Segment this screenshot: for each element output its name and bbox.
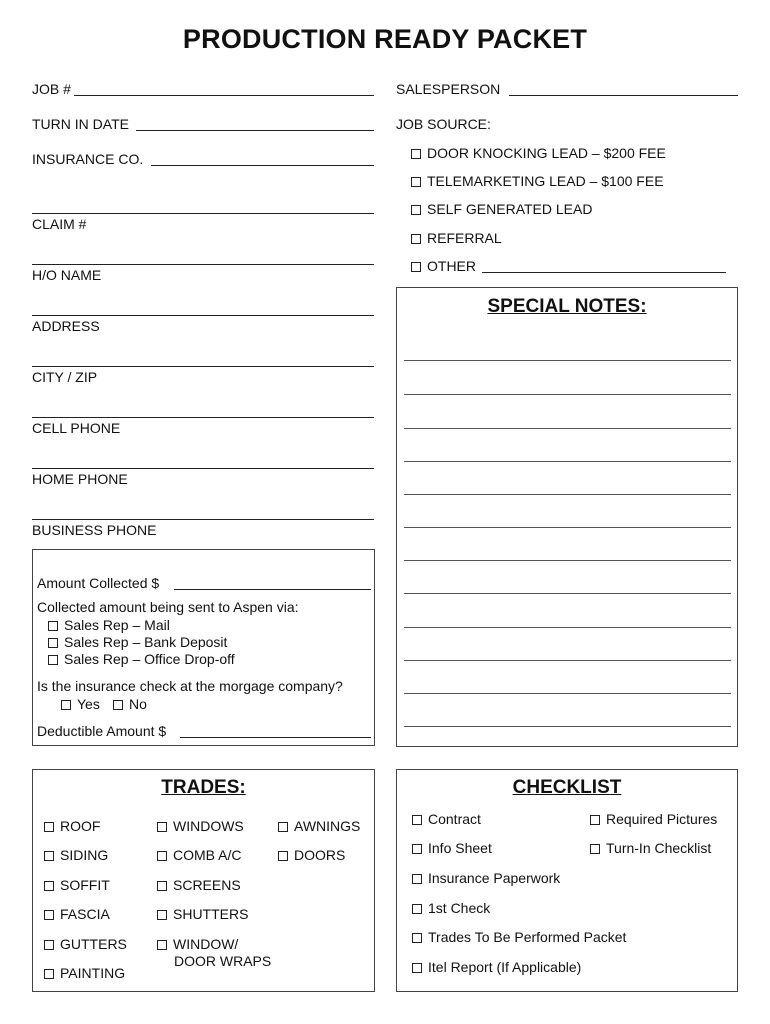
page-title: PRODUCTION READY PACKET bbox=[182, 24, 588, 54]
checkbox-icon[interactable] bbox=[278, 851, 288, 861]
checkbox-icon[interactable] bbox=[113, 700, 123, 710]
claim-field[interactable] bbox=[32, 213, 374, 214]
note-line[interactable] bbox=[404, 494, 731, 495]
trade-fascia[interactable]: FASCIA bbox=[44, 906, 110, 922]
checkbox-icon[interactable] bbox=[157, 851, 167, 861]
turn-in-date-label: TURN IN DATE bbox=[32, 116, 129, 132]
note-line[interactable] bbox=[404, 660, 731, 661]
source-self-generated[interactable]: SELF GENERATED LEAD bbox=[411, 201, 592, 217]
checkbox-icon[interactable] bbox=[61, 700, 71, 710]
insurance-co-field[interactable] bbox=[151, 165, 374, 166]
checklist-contract[interactable]: Contract bbox=[412, 811, 481, 827]
address-label: ADDRESS bbox=[32, 318, 100, 334]
checkbox-icon[interactable] bbox=[44, 851, 54, 861]
option-mail[interactable]: Sales Rep – Mail bbox=[48, 617, 170, 633]
salesperson-label: SALESPERSON bbox=[396, 81, 501, 97]
job-source-label: JOB SOURCE: bbox=[396, 116, 491, 132]
checklist-info-sheet[interactable]: Info Sheet bbox=[412, 840, 492, 856]
option-no[interactable]: No bbox=[113, 696, 147, 712]
trade-roof[interactable]: ROOF bbox=[44, 818, 100, 834]
note-line[interactable] bbox=[404, 560, 731, 561]
trade-siding[interactable]: SIDING bbox=[44, 847, 108, 863]
address-field[interactable] bbox=[32, 315, 374, 316]
checkbox-icon[interactable] bbox=[44, 881, 54, 891]
job-number-field[interactable] bbox=[74, 95, 374, 96]
checkbox-icon[interactable] bbox=[412, 874, 422, 884]
checkbox-icon[interactable] bbox=[411, 234, 421, 244]
note-line[interactable] bbox=[404, 693, 731, 694]
deductible-label: Deductible Amount $ bbox=[37, 723, 167, 739]
checklist-1st-check[interactable]: 1st Check bbox=[412, 900, 490, 916]
trade-awnings[interactable]: AWNINGS bbox=[278, 818, 360, 834]
checklist-insurance-paperwork[interactable]: Insurance Paperwork bbox=[412, 870, 560, 886]
trade-shutters[interactable]: SHUTTERS bbox=[157, 906, 248, 922]
checkbox-icon[interactable] bbox=[411, 177, 421, 187]
ho-name-label: H/O NAME bbox=[32, 267, 102, 283]
deductible-field[interactable] bbox=[180, 737, 371, 738]
claim-label: CLAIM # bbox=[32, 216, 87, 232]
city-zip-label: CITY / ZIP bbox=[32, 369, 98, 385]
check-question-label: Is the insurance check at the morgage company? bbox=[37, 678, 343, 694]
cell-phone-label: CELL PHONE bbox=[32, 420, 121, 436]
ho-name-field[interactable] bbox=[32, 264, 374, 265]
checkbox-icon[interactable] bbox=[157, 881, 167, 891]
checkbox-icon[interactable] bbox=[411, 149, 421, 159]
note-line[interactable] bbox=[404, 593, 731, 594]
cell-phone-field[interactable] bbox=[32, 417, 374, 418]
checkbox-icon[interactable] bbox=[278, 822, 288, 832]
special-notes-box bbox=[396, 287, 738, 747]
other-source-field[interactable] bbox=[482, 272, 726, 273]
option-office-dropoff[interactable]: Sales Rep – Office Drop-off bbox=[48, 651, 235, 667]
checkbox-icon[interactable] bbox=[157, 940, 167, 950]
checkbox-icon[interactable] bbox=[412, 844, 422, 854]
checklist-trades-packet[interactable]: Trades To Be Performed Packet bbox=[412, 929, 626, 945]
amount-collected-field[interactable] bbox=[174, 589, 371, 590]
checkbox-icon[interactable] bbox=[44, 940, 54, 950]
source-other[interactable]: OTHER bbox=[411, 258, 476, 274]
checklist-itel-report[interactable]: Itel Report (If Applicable) bbox=[412, 959, 581, 975]
trade-painting[interactable]: PAINTING bbox=[44, 965, 125, 981]
trades-title: TRADES: bbox=[161, 777, 246, 798]
trade-windows[interactable]: WINDOWS bbox=[157, 818, 244, 834]
trade-doors[interactable]: DOORS bbox=[278, 847, 345, 863]
checkbox-icon[interactable] bbox=[44, 822, 54, 832]
checklist-required-pictures[interactable]: Required Pictures bbox=[590, 811, 717, 827]
trade-comb-ac[interactable]: COMB A/C bbox=[157, 847, 241, 863]
source-telemarketing[interactable]: TELEMARKETING LEAD – $100 FEE bbox=[411, 173, 664, 189]
source-door-knocking[interactable]: DOOR KNOCKING LEAD – $200 FEE bbox=[411, 145, 666, 161]
checkbox-icon[interactable] bbox=[411, 262, 421, 272]
checkbox-icon[interactable] bbox=[590, 815, 600, 825]
trade-screens[interactable]: SCREENS bbox=[157, 877, 241, 893]
checklist-title: CHECKLIST bbox=[512, 777, 622, 798]
special-notes-title: SPECIAL NOTES: bbox=[487, 296, 647, 317]
sent-via-label: Collected amount being sent to Aspen via: bbox=[37, 599, 299, 615]
checkbox-icon[interactable] bbox=[44, 910, 54, 920]
note-line[interactable] bbox=[404, 527, 731, 528]
trade-window-door-wraps[interactable]: WINDOW/ bbox=[157, 936, 238, 952]
insurance-co-label: INSURANCE CO. bbox=[32, 151, 144, 167]
job-number-label: JOB # bbox=[32, 81, 71, 97]
checkbox-icon[interactable] bbox=[412, 904, 422, 914]
checkbox-icon[interactable] bbox=[48, 655, 58, 665]
checkbox-icon[interactable] bbox=[412, 963, 422, 973]
checklist-turn-in-checklist[interactable]: Turn-In Checklist bbox=[590, 840, 711, 856]
note-line[interactable] bbox=[404, 428, 731, 429]
city-zip-field[interactable] bbox=[32, 366, 374, 367]
checkbox-icon[interactable] bbox=[412, 933, 422, 943]
trade-gutters[interactable]: GUTTERS bbox=[44, 936, 127, 952]
business-phone-field[interactable] bbox=[32, 519, 374, 520]
note-line[interactable] bbox=[404, 360, 731, 361]
trade-door-wraps-label: DOOR WRAPS bbox=[174, 953, 272, 969]
checkbox-icon[interactable] bbox=[157, 822, 167, 832]
note-line[interactable] bbox=[404, 627, 731, 628]
checkbox-icon[interactable] bbox=[411, 205, 421, 215]
checkbox-icon[interactable] bbox=[412, 815, 422, 825]
amount-collected-label: Amount Collected $ bbox=[37, 575, 160, 591]
checkbox-icon[interactable] bbox=[44, 969, 54, 979]
note-line[interactable] bbox=[404, 394, 731, 395]
trade-soffit[interactable]: SOFFIT bbox=[44, 877, 110, 893]
checkbox-icon[interactable] bbox=[48, 638, 58, 648]
salesperson-field[interactable] bbox=[509, 95, 738, 96]
home-phone-field[interactable] bbox=[32, 468, 374, 469]
checkbox-icon[interactable] bbox=[590, 844, 600, 854]
business-phone-label: BUSINESS PHONE bbox=[32, 522, 157, 538]
turn-in-date-field[interactable] bbox=[136, 130, 374, 131]
note-line[interactable] bbox=[404, 461, 731, 462]
home-phone-label: HOME PHONE bbox=[32, 471, 128, 487]
option-yes[interactable]: Yes bbox=[61, 696, 100, 712]
source-referral[interactable]: REFERRAL bbox=[411, 230, 502, 246]
checkbox-icon[interactable] bbox=[48, 621, 58, 631]
checkbox-icon[interactable] bbox=[157, 910, 167, 920]
option-bank-deposit[interactable]: Sales Rep – Bank Deposit bbox=[48, 634, 227, 650]
note-line[interactable] bbox=[404, 726, 731, 727]
